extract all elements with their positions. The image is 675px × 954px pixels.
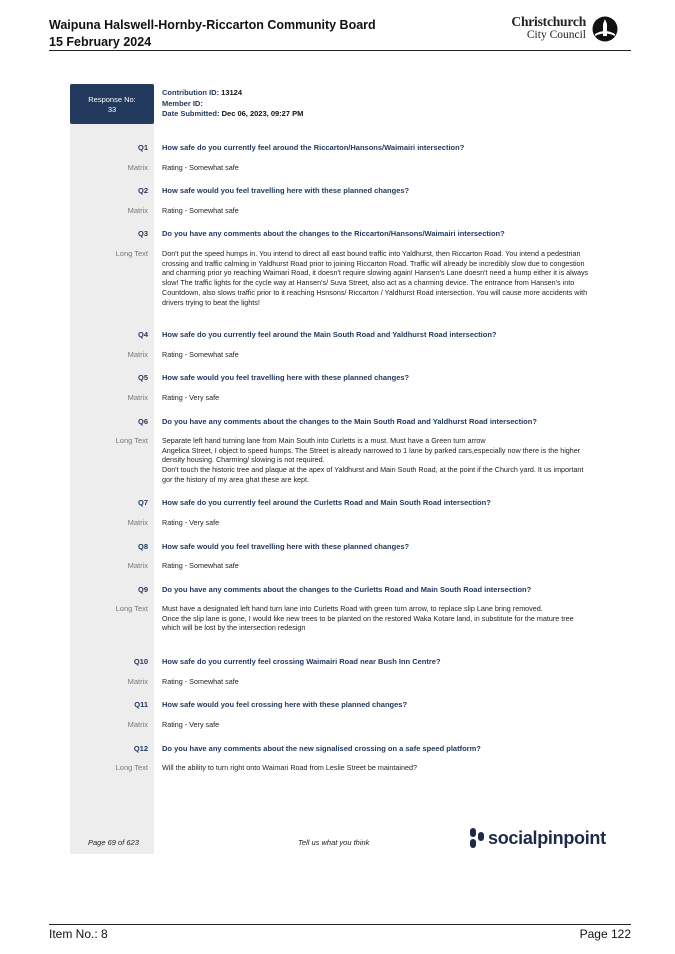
answer-text: Rating - Somewhat safe [162,350,239,359]
answer-type: Matrix [127,350,148,359]
question-text: How safe would you feel travelling here with these planned changes? [162,373,410,382]
question-text: Do you have any comments about the changes to the Curletts Road and Main South Road intersection? [162,585,532,594]
item-number: Item No.: 8 [49,927,108,941]
question-text: How safe would you feel travelling here with these planned changes? [162,542,410,551]
answer-type: Matrix [127,677,148,686]
logo-line2: City Council [526,29,586,41]
answer-type: Long Text [115,436,148,445]
question-text: How safe would you feel travelling here with these planned changes? [162,186,410,195]
answer-text: Separate left hand turning lane from Main South into Curletts is a must. Must have a Green turn arrow Angelica Street, I object to speed humps. The Street is already narrowed to 1 lane by parked cars,especially now there is the higher density housing. Charming/ slowing is not required. Don't touch the historic tree and plaque at the apex of Yaldhurst and Main South Road, at the point if the Church yard. It us important gor the history of my area ghat these are kept. [162,436,584,484]
left-panel [70,84,154,854]
cathedral-icon [592,16,618,42]
meeting-date: 15 February 2024 [49,35,152,49]
answer-text: Rating - Somewhat safe [162,561,239,570]
answer-text: Must have a designated left hand turn lane into Curletts Road with green turn arrow, to replace slip Lane bring removed. Once the slip lane is gone, I would like new trees to be planted on the restored Waka Kotare land, in substitute for the mature tree which will be lost by the intersection redesign [162,604,574,633]
date-submitted: Dec 06, 2023, 09:27 PM [221,109,304,118]
header-divider [49,50,631,51]
answer-type: Matrix [127,720,148,729]
question-id: Q8 [137,542,148,551]
pinpoint-icon [470,828,484,848]
answer-type: Long Text [115,763,148,772]
tagline: Tell us what you think [298,838,370,847]
answer-type: Matrix [127,206,148,215]
question-id: Q3 [137,229,148,238]
answer-text: Rating - Somewhat safe [162,206,239,215]
contribution-label: Contribution ID: [162,88,220,97]
logo-line1: Christchurch [511,14,586,29]
answer-type: Long Text [115,249,148,258]
council-logo [513,15,618,43]
question-id: Q9 [137,585,148,594]
date-label: Date Submitted: [162,109,220,118]
page-number: Page 122 [579,927,631,941]
answer-type: Matrix [127,393,148,402]
question-id: Q12 [133,744,148,753]
answer-type: Matrix [127,561,148,570]
answer-type: Long Text [115,604,148,613]
question-id: Q1 [137,143,148,152]
answer-type: Matrix [127,163,148,172]
question-text: Do you have any comments about the changes to the Main South Road and Yaldhurst Road intersection? [162,417,537,426]
question-id: Q4 [137,330,148,339]
question-text: How safe do you currently feel around the Riccarton/Hansons/Waimairi intersection? [162,143,465,152]
question-text: How safe do you currently feel crossing Waimairi Road near Bush Inn Centre? [162,657,441,666]
answer-text: Will the ability to turn right onto Waimari Road from Leslie Street be maintained? [162,763,418,772]
question-id: Q7 [137,498,148,507]
question-id: Q2 [137,186,148,195]
board-title: Waipuna Halswell-Hornby-Riccarton Community Board [49,18,376,32]
answer-type: Matrix [127,518,148,527]
question-text: Do you have any comments about the changes to the Riccarton/Hansons/Waimairi intersection? [162,229,505,238]
contribution-id: 13124 [221,88,243,97]
answer-text: Rating - Very safe [162,393,220,402]
response-number: 33 [107,105,117,114]
question-text: How safe would you feel crossing here with these planned changes? [162,700,408,709]
question-id: Q6 [137,417,148,426]
response-badge [70,84,154,124]
brand-name: socialpinpoint [488,828,606,848]
response-meta [162,88,303,120]
member-label: Member ID: [162,98,203,108]
answer-text: Rating - Somewhat safe [162,677,239,686]
answer-text: Rating - Very safe [162,518,220,527]
page-header [49,17,376,51]
answer-text: Rating - Somewhat safe [162,163,239,172]
response-label: Response No: [88,95,136,104]
question-id: Q10 [133,657,148,666]
question-id: Q5 [137,373,148,382]
question-id: Q11 [134,700,148,709]
question-text: Do you have any comments about the new signalised crossing on a safe speed platform? [162,744,481,753]
question-text: How safe do you currently feel around the Main South Road and Yaldhurst Road intersection? [162,330,497,339]
answer-text: Don't put the speed humps in. You intend to direct all east bound traffic into Yaldhurst, then Riccarton Road. You intend a pedestrian crossing and traffic calming in Yaldhurst Road prior to joining Riccarton Road. Traffic will already be incredibly slow due to congestion and charming prior yo reaching Waimari Road, it doesn't require slowing again! Hansen's Lane doesn't need a hump either it is always slow! The traffic lights for the cycle way at Hansen's/ Suva Street, also act as a charming device. The entrance from Hansen's into Countdown, also slows traffic prior to it reaching Hsnsons/ Riccarton / Yaldhurst Road intersection. You will cause more accidents with drivers trying to beat the lights! [162,249,589,307]
inner-page-number: Page 69 of 623 [88,838,139,847]
answer-text: Rating - Very safe [162,720,220,729]
footer-divider [49,924,631,925]
question-text: How safe do you currently feel around the Curletts Road and Main South Road intersection? [162,498,491,507]
